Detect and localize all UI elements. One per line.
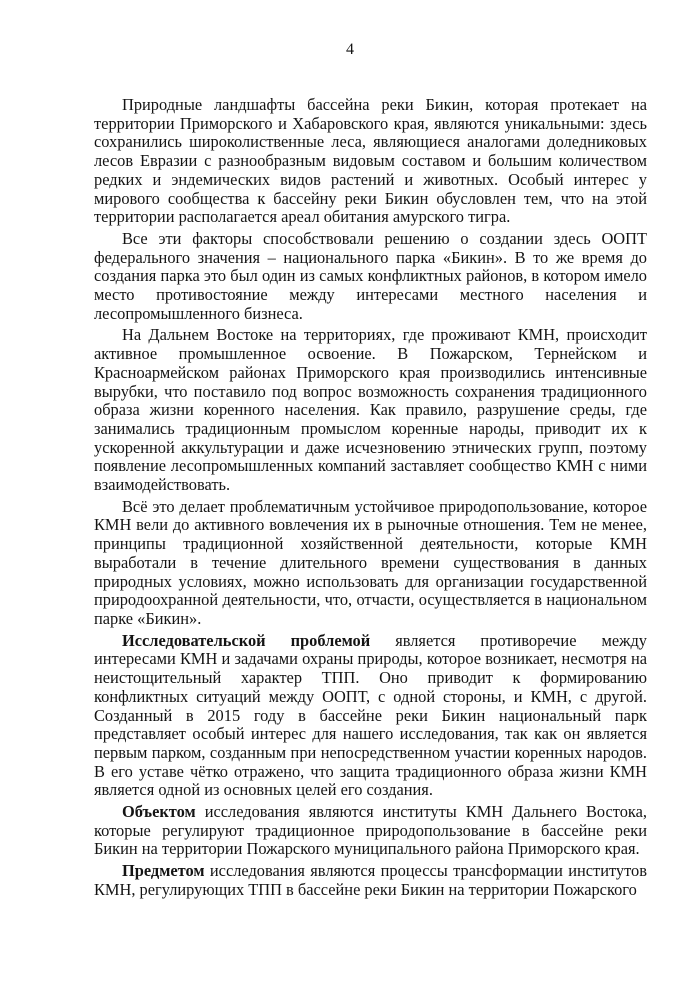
paragraph-subject: [94, 862, 647, 899]
paragraph-research-problem: [94, 632, 647, 800]
page-number: 4: [346, 41, 354, 58]
object-text: исследования являются институты КМН Дальнего Востока, которые регулируют традиционное природопользование в бассейне реки Бикин на территории Пожарского муниципального района Приморского края.: [94, 802, 647, 859]
document-body: [94, 96, 647, 900]
paragraph-1-text: Природные ландшафты бассейна реки Бикин, которая протекает на территории Приморского и Хабаровского края, являются уникальными: здесь сохранились широколиственные леса, являющиеся аналогами доледниковых лесов Евразии с разнообразным видовым составом и большим количеством редких и эндемических видов растений и животных. Особый интерес у мирового сообщества к бассейну реки Бикин обусловлен тем, что на этой территории располагается ареал обитания амурского тигра.: [94, 95, 647, 227]
paragraph-3: [94, 326, 647, 494]
subject-text: исследования являются процессы трансформации институтов КМН, регулирующих ТПП в бассейне реки Бикин на территории Пожарского: [94, 861, 647, 899]
object-term: Объектом: [122, 802, 196, 822]
paragraph-4-text: Всё это делает проблематичным устойчивое природопользование, которое КМН вели до активного вовлечения их в рыночные отношения. Тем не менее, принципы традиционной хозяйственной деятельности, которые КМН выработали в течение длительного времени существования в данных природных условиях, можно использовать для организации государственной природоохранной деятельности, что, отчасти, осуществляется в национальном парке «Бикин».: [94, 496, 647, 628]
research-problem-text: является противоречие между интересами КМН и задачами охраны природы, которое возникает, несмотря на неистощительный характер ТПП. Оно приводит к формированию конфликтных ситуаций между ООПТ, с одной стороны, и КМН, с другой. Созданный в 2015 году в бассейне реки Бикин национальный парк представляет особый интерес для нашего исследования, так как он является первым парком, созданным при непосредственном участии коренных народов. В его уставе чётко отражено, что защита традиционного образа жизни КМН является одной из основных целей его создания.: [94, 630, 647, 800]
paragraph-object: [94, 803, 647, 859]
paragraph-4: [94, 498, 647, 629]
paragraph-2: [94, 230, 647, 324]
paragraph-3-text: На Дальнем Востоке на территориях, где проживают КМН, происходит активное промышленное освоение. В Пожарском, Тернейском и Красноармейском районах Приморского края производились интенсивные вырубки, что поставило под вопрос возможность сохранения традиционного образа жизни коренного населения. Как правило, разрушение среды, где занимались традиционным промыслом коренные народы, приводит их к ускоренной аккультурации и даже исчезновению этнических групп, поэтому появление лесопромышленных компаний заставляет сообщество КМН с ними взаимодействовать.: [94, 325, 647, 495]
research-problem-term: Исследовательской проблемой: [122, 630, 371, 650]
paragraph-2-text: Все эти факторы способствовали решению о создании здесь ООПТ федерального значения – национального парка «Бикин». В то же время до создания парка это был один из самых конфликтных районов, в котором имело место противостояние между интересами местного населения и лесопромышленного бизнеса.: [94, 228, 647, 323]
subject-term: Предметом: [122, 861, 205, 881]
paragraph-1: [94, 96, 647, 227]
